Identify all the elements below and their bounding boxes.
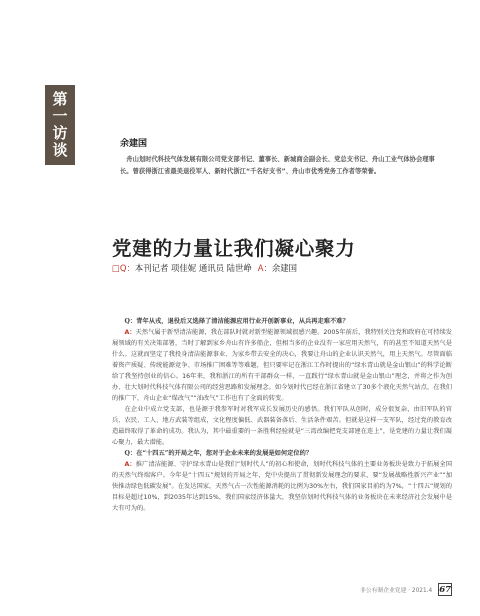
byline-reporters: 本刊记者 项佳妮 通讯员 陆世峥 [134,263,252,273]
page-number: 67 [439,584,452,595]
profile-name: 余建国 [120,139,148,149]
answer-paragraph [112,327,452,404]
interviewee-profile [120,136,445,178]
question-text: 在“十四五”的开局之年，您对于企业未来的发展是如何定位的？ [136,450,313,457]
section-tab-char: 一 [52,107,68,125]
question-paragraph [112,316,452,327]
answer-lead: A： [124,461,136,468]
publication-name: 非公有制企业党建 · 2021.4 [360,588,433,594]
question-paragraph [112,448,452,459]
answer-text: 天然气属于新型清洁能源，我在部队时就对新型能源领域很感兴趣。2005年前后，我特别关注党和政府在可持续发展领域的有关决策部署，当时了解到家乡舟山有许多船企，但相当多的企业没有一家应用天然气，有的甚至不知道天然气是什么。这就而坚定了我投身清洁能源事业、为家乡带去安全的决心，我要让舟山的企业认识天然气，用上天然气。尽管面临着资产质疑、传统能源竞争、市场推广困难等等难题，但只要牢记在浙江工作时提出的“绿水青山就是金山银山”的科学论断给了我坚持创业的信心。16年来，我和浙江的所有干部群众一样，一直践行“绿水青山就是金山银山”理念，并将之作为创办、壮大划时代科技气体有限公司的经营思路和发展理念。如今划时代已经在浙江省建立了30多个液化天然气站点，在我们的推广下，舟山企业“煤改气”“油改气”工作也有了全面的转变。 [112,329,452,402]
question-text: 青年从戎，退役后又选择了清洁能源应用行业开创新事业，从兵再走难不难？ [136,318,349,325]
answer-lead: A： [124,329,136,336]
page-footer [360,583,452,596]
paragraph-text: 在企业中成立党支部，也是源于我参军时对我军成长发展历史的感悟。我们军队从创时，成分很复杂，由旧军队的官兵、农民、工人、地方武装等组成，文化程度偏低、武器装备落后、生活条件艰苦。但就是这样一支军队，经过党的教育改造最终取得了革命的成功。我认为，其中最重要的一条胜利经验就是“三湾改编把党支部建在连上”，是党建的力量让我们凝心聚力，最大潜能。 [112,406,452,446]
byline-q-marker: □Q： [112,263,135,273]
question-lead: Q： [124,450,137,457]
byline [112,262,452,274]
byline-interviewee: 余建国 [271,263,297,273]
answer-paragraph [112,459,452,514]
question-lead: Q： [124,318,137,325]
section-tab-char: 访 [52,124,68,142]
article-body [112,316,452,514]
section-tab-char: 第 [52,90,68,108]
section-tab-char: 谈 [52,141,68,159]
plain-paragraph [112,404,452,448]
article-title: 党建的力量让我们凝心聚力 [112,237,356,260]
profile-bio: 舟山划时代科技气体发展有限公司党支部书记、董事长、新城商会副会长、党总支书记、舟山工业气体协会理事长。曾获得浙江省最美退役军人、新时代浙江“千名好支书”、舟山市优秀党务工作者等荣誉。 [120,156,435,175]
byline-a-marker: A： [257,263,272,273]
section-tab [45,85,75,165]
answer-text: 推广清洁能源、守护绿水青山是我们“划时代人”的初心和使命，划时代科技气体的主要业务板块是致力于拓展全国的天然气终端客户。今年是“十四五”规划的开局之年，党中央提出了贯彻新发展理念的要求，要“发展战略性新兴产业”“加快推动绿色低碳发展”。在发达国家，天然气占一次性能源消耗的比例为30%左右，我们国家目前约为7%，“十四五”规划的目标是超过10%，到2035年达到15%，我们国家经济体量大，我坚信划时代科技气体的业务板块在未来经济社会发展中是大有可为的。 [112,461,452,512]
